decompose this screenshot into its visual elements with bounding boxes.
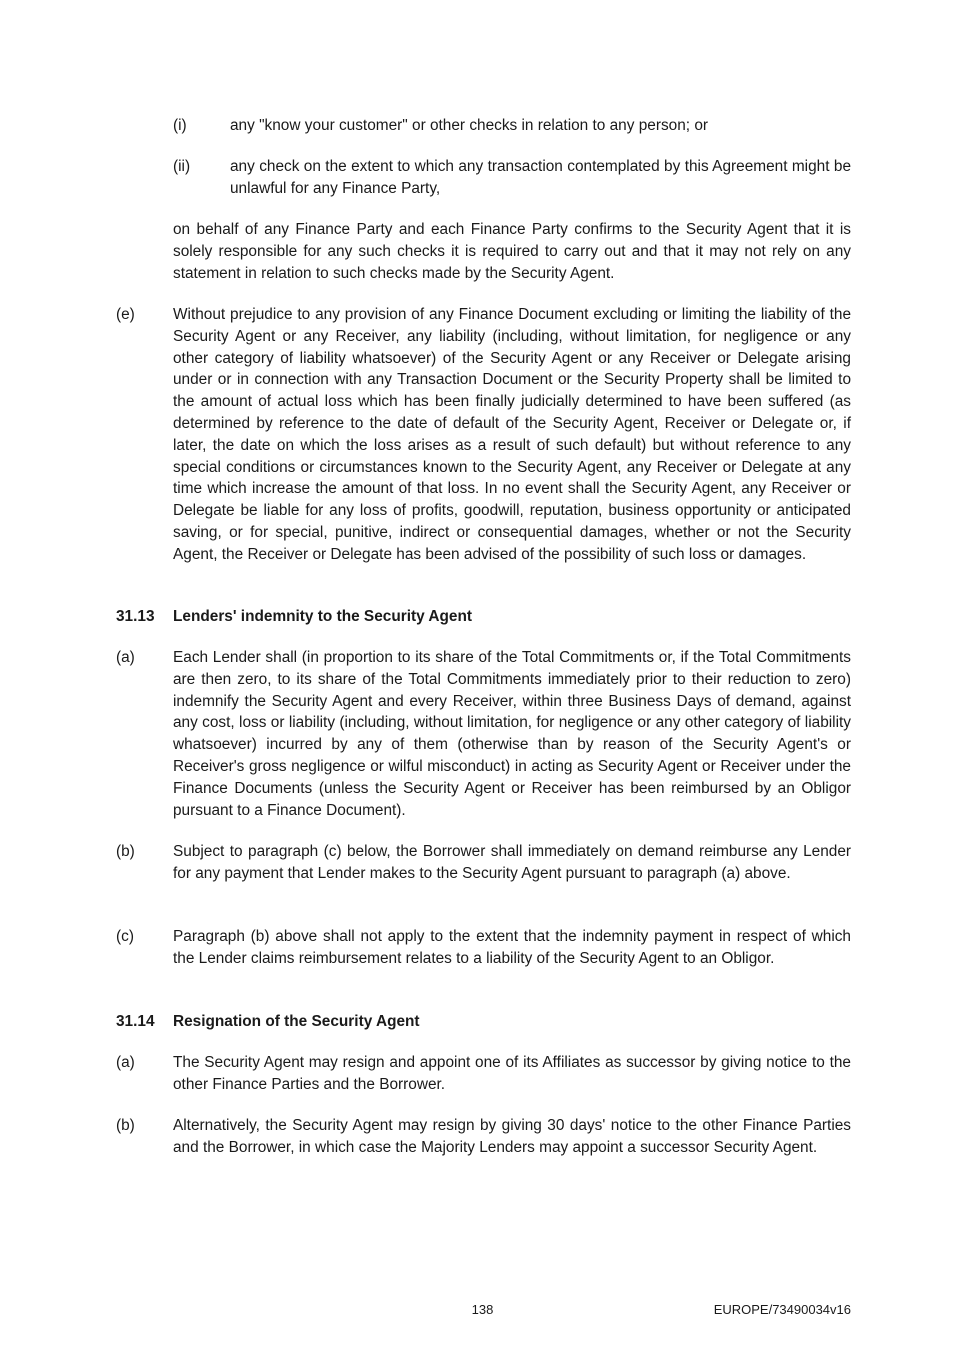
clause-text: Without prejudice to any provision of any Finance Document excluding or limiting the liability of the Security Agent or any Receiver, any liability (including, without limitation, for negligence or any other category of liability whatsoever) of the Security Agent or any Receiver or Delegate arising under or in connection with any Transaction Document or the Security Property shall be limited to the amount of actual loss which has been finally judicially determined to have been suffered (as determined by reference to the date of default of the Security Agent, Receiver or Delegate or, if later, the date on which the loss arises as a result of such default) but without reference to any special conditions or circumstances known to the Security Agent, any Receiver or Delegate at any time which increase the amount of that loss. In no event shall the Security Agent, any Receiver or Delegate be liable for any loss of profits, goodwill, reputation, business opportunity or anticipated saving, or for special, punitive, indirect or consequential damages, whether or not the Security Agent, the Receiver or Delegate has been advised of the possibility of such loss or damages. xyxy=(173,306,851,563)
clause-text: any check on the extent to which any transaction contemplated by this Agreement might be unlawful for any Finance Party, xyxy=(230,158,851,197)
clause-label: (c) xyxy=(116,928,134,945)
clause-label: (e) xyxy=(116,306,135,323)
clause-label: (i) xyxy=(173,117,187,134)
clause-text: any "know your customer" or other checks in relation to any person; or xyxy=(230,117,709,134)
section-title: Lenders' indemnity to the Security Agent xyxy=(173,608,472,625)
section-title: Resignation of the Security Agent xyxy=(173,1013,420,1030)
page-number: 138 xyxy=(471,1302,494,1317)
clause-text: Alternatively, the Security Agent may resign by giving 30 days' notice to the other Finance Parties and the Borrower, in which case the Majority Lenders may appoint a successor Security Agent. xyxy=(173,1117,851,1156)
clause-label: (b) xyxy=(116,1117,135,1134)
clause-label: (b) xyxy=(116,843,135,860)
clause-text: Paragraph (b) above shall not apply to the extent that the indemnity payment in respect of which the Lender claims reimbursement relates to a liability of the Security Agent to an Obligor. xyxy=(173,928,851,967)
section-number: 31.14 xyxy=(116,1013,155,1030)
clause-label: (a) xyxy=(116,649,135,666)
clause-label: (a) xyxy=(116,1054,135,1071)
clause-text: Subject to paragraph (c) below, the Borrower shall immediately on demand reimburse any Lender for any payment that Lender makes to the Security Agent pursuant to paragraph (a) above. xyxy=(173,843,851,882)
paragraph-text: on behalf of any Finance Party and each Finance Party confirms to the Security Agent that it is solely responsible for any such checks it is required to carry out and that it may not rely on any statement in relation to such checks made by the Security Agent. xyxy=(173,221,851,282)
clause-text: The Security Agent may resign and appoint one of its Affiliates as successor by giving notice to the other Finance Parties and the Borrower. xyxy=(173,1054,851,1093)
section-number: 31.13 xyxy=(116,608,155,625)
clause-text: Each Lender shall (in proportion to its share of the Total Commitments or, if the Total Commitments are then zero, to its share of the Total Commitments immediately prior to their reduction to zero) indemnify the Security Agent and every Receiver, within three Business Days of demand, against any cost, loss or liability (including, without limitation, for negligence or any other category of liability whatsoever) incurred by any of them (otherwise than by reason of the Security Agent's or Receiver's gross negligence or wilful misconduct) in acting as Security Agent or Receiver under the Finance Documents (unless the Security Agent or Receiver has been reimbursed by an Obligor pursuant to a Finance Document). xyxy=(173,649,851,819)
clause-label: (ii) xyxy=(173,158,191,175)
document-reference: EUROPE/73490034v16 xyxy=(713,1302,851,1317)
